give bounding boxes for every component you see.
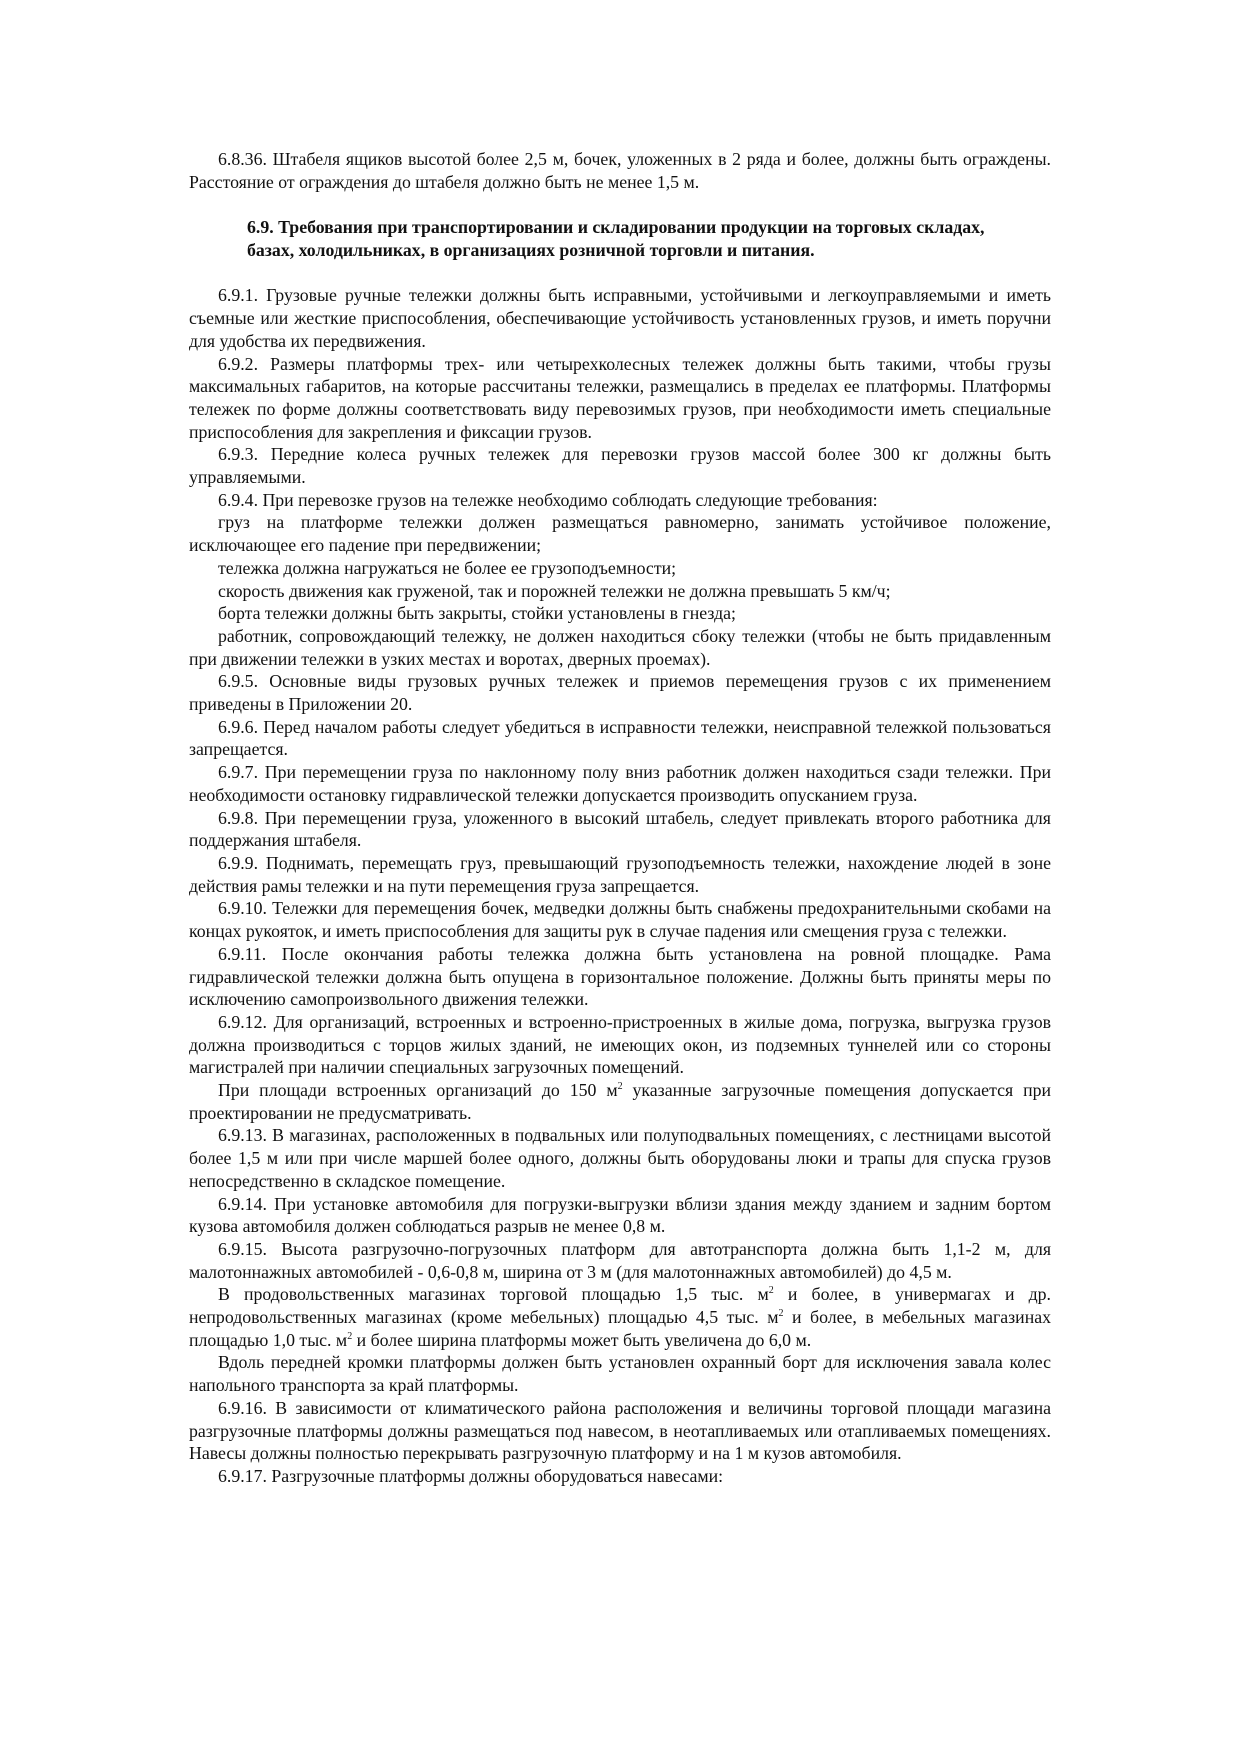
paragraph-6-9-14: 6.9.14. При установке автомобиля для погрузки-выгрузки вблизи здания между зданием и задним бортом кузова автомобиля должен соблюдаться разрыв не менее 0,8 м. [189,1193,1051,1237]
paragraph-6-9-1: 6.9.1. Грузовые ручные тележки должны быть исправными, устойчивыми и легкоуправляемыми и иметь съемные или жесткие приспособления, обеспечивающие устойчивость установленных грузов, и иметь поручни для удобства их передвижения. [189,285,1051,351]
paragraph-6-9-4: 6.9.4. При перевозке грузов на тележке необходимо соблюдать следующие требования: [218,489,878,510]
paragraph-6-9-12-area [189,1079,1051,1124]
text-run: указанные загрузочные помещения допускается при проектировании не предусматривать. [189,1080,1051,1123]
text-run: и более ширина платформы может быть увеличена до 6,0 м. [352,1329,812,1350]
paragraph-6-9-8: 6.9.8. При перемещении груза, уложенного в высокий штабель, следует привлекать второго работника для поддержания штабеля. [189,807,1051,851]
list-item-6-9-4-b: тележка должна нагружаться не более ее грузоподъемности; [218,557,677,578]
document-page [189,148,1051,1488]
list-item-6-9-4-c: скорость движения как груженой, так и порожней тележки не должна превышать 5 км/ч; [218,580,891,601]
paragraph-6-9-7: 6.9.7. При перемещении груза по наклонному полу вниз работник должен находиться сзади тележки. При необходимости остановку гидравлической тележки допускается производить опусканием груза. [189,762,1051,805]
paragraph-6-9-2: 6.9.2. Размеры платформы трех- или четырехколесных тележек должны быть такими, чтобы грузы максимальных габаритов, на которые рассчитаны тележки, размещались в пределах ее платформы. Платформы тележек по форме должны соответствовать виду перевозимых грузов, при необходимости иметь специальные приспособления для закрепления и фиксации грузов. [189,353,1051,442]
paragraph-6-9-11: 6.9.11. После окончания работы тележка должна быть установлена на ровной площадке. Рама гидравлической тележки должна быть опущена в горизонтальное положение. Должны быть приняты меры по исключению самопроизвольного движения тележки. [189,943,1051,1010]
paragraph-6-9-15-width [189,1283,1051,1351]
paragraph-6-9-17: 6.9.17. Разгрузочные платформы должны оборудоваться навесами: [218,1465,724,1486]
paragraph-6-9-12: 6.9.12. Для организаций, встроенных и встроенно-пристроенных в жилые дома, погрузка, выгрузка грузов должна производиться с торцов жилых зданий, не имеющих окон, из подземных туннелей или со стороны магистралей при наличии специальных загрузочных помещений. [189,1011,1051,1078]
superscript-2: 2 [347,1330,353,1342]
superscript-2: 2 [778,1308,784,1320]
superscript-2: 2 [768,1285,774,1297]
list-item-6-9-4-d: борта тележки должны быть закрыты, стойки установлены в гнезда; [218,603,737,624]
text-run: и более, в универмагах и др. непродовольственных магазинах (кроме мебельных) площадью 4,5 тыс. м [189,1284,1051,1328]
text-run: При площади встроенных организаций до 150 м [218,1080,618,1101]
text-run: и более, в мебельных магазинах площадью 1,0 тыс. м [189,1307,1051,1350]
paragraph-6-9-15-guard: Вдоль передней кромки платформы должен быть установлен охранный борт для исключения завала колес напольного транспорта за край платформы. [189,1352,1051,1396]
paragraph-6-9-16: 6.9.16. В зависимости от климатического района расположения и величины торговой площади магазина разгрузочные платформы должны размещаться под навесом, в неотапливаемых или отапливаемых помещениях. Навесы должны полностью перекрывать разгрузочную платформу и на 1 м кузов автомобиля. [189,1397,1051,1464]
paragraph-6-9-3: 6.9.3. Передние колеса ручных тележек для перевозки грузов массой более 300 кг должны быть управляемыми. [189,444,1051,488]
paragraph-6-9-10: 6.9.10. Тележки для перемещения бочек, медведки должны быть снабжены предохранительными скобами на концах рукояток, и иметь приспособления для защиты рук в случае падения или смещения груза с тележки. [189,898,1051,942]
paragraph-6-9-15: 6.9.15. Высота разгрузочно-погрузочных платформ для автотранспорта должна быть 1,1-2 м, для малотоннажных автомобилей - 0,6-0,8 м, ширина от 3 м (для малотоннажных автомобилей) до 4,5 м. [189,1238,1051,1282]
paragraph-6-9-5: 6.9.5. Основные виды грузовых ручных тележек и приемов перемещения грузов с их применением приведены в Приложении 20. [189,671,1051,715]
list-item-6-9-4-e: работник, сопровождающий тележку, не должен находиться сбоку тележки (чтобы не быть придавленным при движении тележки в узких местах и воротах, дверных проемах). [189,625,1051,669]
text-run: В продовольственных магазинах торговой площадью 1,5 тыс. м [218,1284,769,1305]
paragraph-6-8-36: 6.8.36. Штабеля ящиков высотой более 2,5 м, бочек, уложенных в 2 ряда и более, должны быть ограждены. Расстояние от ограждения до штабеля должно быть не менее 1,5 м. [189,149,1051,192]
paragraph-6-9-6: 6.9.6. Перед началом работы следует убедиться в исправности тележки, неисправной тележкой пользоваться запрещается. [189,716,1051,760]
paragraph-6-9-9: 6.9.9. Поднимать, перемещать груз, превышающий грузоподъемность тележки, нахождение людей в зоне действия рамы тележки и на пути перемещения груза запрещается. [189,852,1051,896]
list-item-6-9-4-a: груз на платформе тележки должен размещаться равномерно, занимать устойчивое положение, исключающее его падение при передвижении; [189,512,1051,556]
superscript-2: 2 [617,1081,623,1093]
paragraph-6-9-13: 6.9.13. В магазинах, расположенных в подвальных или полуподвальных помещениях, с лестницами высотой более 1,5 м или при числе маршей более одного, должны быть оборудованы люки и трапы для спуска грузов непосредственно в складское помещение. [189,1125,1051,1191]
section-heading-6-9: 6.9. Требования при транспортировании и складировании продукции на торговых складах, базах, холодильниках, в организациях розничной торговли и питания. [247,217,985,261]
